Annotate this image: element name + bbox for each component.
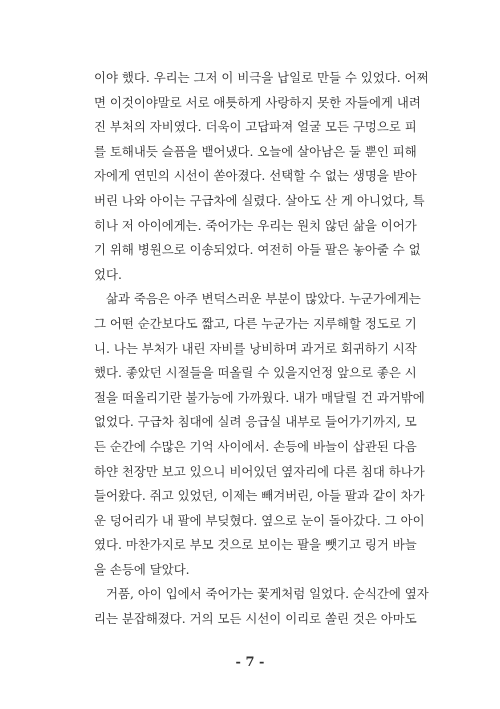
- text-line: 었다.: [94, 266, 122, 282]
- text-line: 그 어떤 순간보다도 짧고, 다른 누군가는 지루해할 정도로 기: [94, 315, 417, 331]
- text-line: 삶과 죽음은 아주 변덕스러운 부분이 많았다. 누군가에게는: [106, 291, 421, 307]
- text-line: 운 덩어리가 내 팔에 부딪혔다. 옆으로 눈이 돌아갔다. 그 아이: [94, 512, 425, 528]
- text-line: 니. 나는 부처가 내린 자비를 낭비하며 과거로 회귀하기 시작: [94, 340, 417, 356]
- text-line: 이야 했다. 우리는 그저 이 비극을 납일로 만들 수 있었다. 어쩌: [94, 70, 429, 85]
- text-line: 절을 떠올리기란 불가능에 가까웠다. 내가 매달릴 건 과거밖에: [94, 389, 425, 405]
- text-line: 면 이것이야말로 서로 애틋하게 사랑하지 못한 자들에게 내려: [94, 94, 421, 110]
- text-line: 들어왔다. 쥐고 있었던, 이제는 빼겨버린, 아들 팔과 같이 차가: [94, 488, 425, 504]
- text-line: 기 위해 병원으로 이송되었다. 여전히 아들 팔은 놓아줄 수 없: [94, 242, 421, 258]
- text-line: 없었다. 구급차 침대에 실려 응급실 내부로 들어가기까지, 모: [94, 414, 417, 430]
- body-text: [94, 66, 429, 632]
- text-line: 든 순간에 수많은 기억 사이에서. 손등에 바늘이 삽관된 다음: [94, 438, 417, 454]
- text-line: 버린 나와 아이는 구급차에 실렸다. 살아도 산 게 아니었다, 특: [94, 192, 425, 208]
- text-line: 을 손등에 달았다.: [94, 561, 190, 577]
- text-line: 히나 저 아이에게는. 죽어가는 우리는 원치 않던 삶을 이어가: [94, 217, 417, 233]
- text-line: 하얀 천장만 보고 있으니 비어있던 옆자리에 다른 침대 하나가: [94, 463, 425, 479]
- text-line: 거품, 아이 입에서 죽어가는 꽃게처럼 일었다. 순식간에 옆자: [106, 586, 429, 602]
- text-line: 리는 분잡해졌다. 거의 모든 시선이 이리로 쏠린 것은 아마도: [94, 611, 417, 627]
- text-line: 진 부처의 자비였다. 더욱이 고답파져 얼굴 모든 구멍으로 피: [94, 119, 417, 135]
- text-line: 자에게 연민의 시선이 쏟아졌다. 선택할 수 없는 생명을 받아: [94, 168, 417, 184]
- text-line: 였다. 마찬가지로 부모 것으로 보이는 팔을 뺏기고 링거 바늘: [94, 537, 417, 553]
- page-number: - 7 -: [235, 655, 265, 670]
- text-line: 했다. 좋았던 시절들을 떠올릴 수 있을지언정 앞으로 좋은 시: [94, 365, 417, 381]
- text-line: 를 토해내듯 슬픔을 뱉어냈다. 오늘에 살아남은 둘 뿐인 피해: [94, 143, 417, 159]
